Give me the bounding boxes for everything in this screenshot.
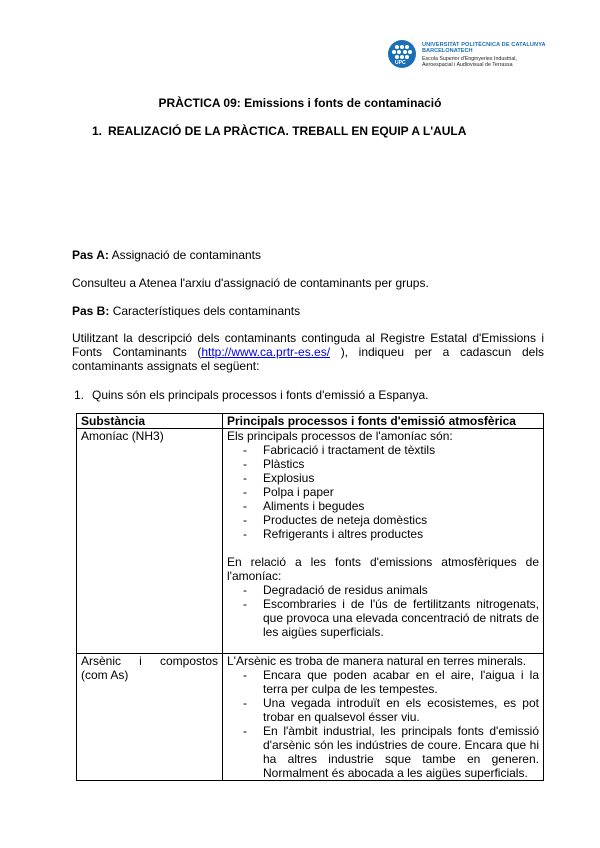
page-title: PRÀCTICA 09: Emissions i fonts de contaminació: [158, 96, 442, 110]
pas-b: [72, 304, 544, 318]
list-item: - Una vegada introduït en els ecosistemes, es pot trobar en qualsevol ésser viu.: [227, 696, 539, 724]
substance-cell: Amoníac (NH3): [77, 429, 223, 654]
substance-cell: Arsènic i compostos (com As): [77, 654, 223, 781]
sources-list: [227, 583, 539, 639]
process-list: [227, 443, 539, 541]
header-processes: Principals processos i fonts d'emissió atmosfèrica: [223, 414, 544, 429]
consult-text: Consulteu a Atenea l'arxiu d'assignació de contaminants per grups.: [72, 276, 429, 290]
section-number: 1.: [92, 124, 103, 138]
intro-paragraph: [72, 331, 544, 373]
processes-intro: Els principals processos de l'amoníac són:: [227, 429, 453, 443]
table-row: [77, 654, 544, 781]
pas-a: [72, 248, 544, 262]
section-heading: [92, 124, 466, 138]
question-number: 1.: [74, 388, 85, 402]
list-item: - Polpa i paper: [227, 485, 539, 499]
list-item: - Degradació de residus animals: [227, 583, 539, 597]
question: [74, 388, 428, 402]
sources-intro: En relació a les fonts d'emissions atmosfèriques de l'amoníac:: [227, 555, 539, 583]
substances-table: [76, 413, 544, 781]
processes-cell: [223, 654, 544, 781]
header-substance: Substància: [77, 414, 223, 429]
question-text: Quins són els principals processos i fonts d'emissió a Espanya.: [92, 388, 429, 402]
pas-a-label: Pas A:: [72, 248, 109, 262]
arsenic-list: [227, 668, 539, 780]
prtr-link[interactable]: http://www.ca.prtr-es.es/: [201, 345, 331, 359]
intro-after: ), indiqueu per a cadascun dels contaminants assignats el següent:: [72, 345, 544, 373]
pas-b-label: Pas B:: [72, 304, 110, 318]
section-title: REALIZACIÓ DE LA PRÀCTICA. TREBALL EN EQUIP A L'AULA: [108, 124, 467, 138]
list-item: - Refrigerants i altres productes: [227, 527, 539, 541]
logo-university-name: UNIVERSITAT POLITÈCNICA DE CATALUNYA: [422, 42, 546, 48]
logo-mark-text: UPC: [395, 60, 406, 66]
list-item: - Fabricació i tractament de tèxtils: [227, 443, 539, 457]
table-header-row: [77, 414, 544, 429]
intro-before: Utilitzant la descripció dels contaminants continguda al Registre Estatal d'Emissions i Fonts Contaminants (: [72, 331, 544, 359]
list-item: - Escombraries i de l'ús de fertilitzants nitrogenats, que provoca una elevada concentració de nitrats de les aigües superficials.: [227, 597, 539, 639]
table-row: [77, 429, 544, 654]
pas-b-text: Característiques dels contaminants: [112, 304, 301, 318]
arsenic-intro: L'Arsènic es troba de manera natural en terres minerals.: [227, 654, 527, 668]
logo-barcelonatech: BARCELONATECH: [422, 48, 473, 54]
logo-school-line2: Aeroespacial i Audiovisual de Terrassa: [422, 62, 513, 68]
list-item: - En l'àmbit industrial, les principals fonts d'emissió d'arsènic són les indústries de coure. Encara que hi ha altres industrie sque tambe en generen. Normalment és abocada a les aigües superficials.: [227, 724, 539, 780]
processes-cell: [223, 429, 544, 654]
list-item: - Aliments i begudes: [227, 499, 539, 513]
list-item: - Plàstics: [227, 457, 539, 471]
list-item: - Productes de neteja domèstics: [227, 513, 539, 527]
list-item: - Encara que poden acabar en el aire, l'aigua i la terra per culpa de les tempestes.: [227, 668, 539, 696]
logo-school-line1: Escola Superior d'Enginyeries Industrial,: [422, 56, 517, 62]
pas-a-text: Assignació de contaminants: [111, 248, 261, 262]
upc-logo: [388, 40, 548, 80]
list-item: - Explosius: [227, 471, 539, 485]
